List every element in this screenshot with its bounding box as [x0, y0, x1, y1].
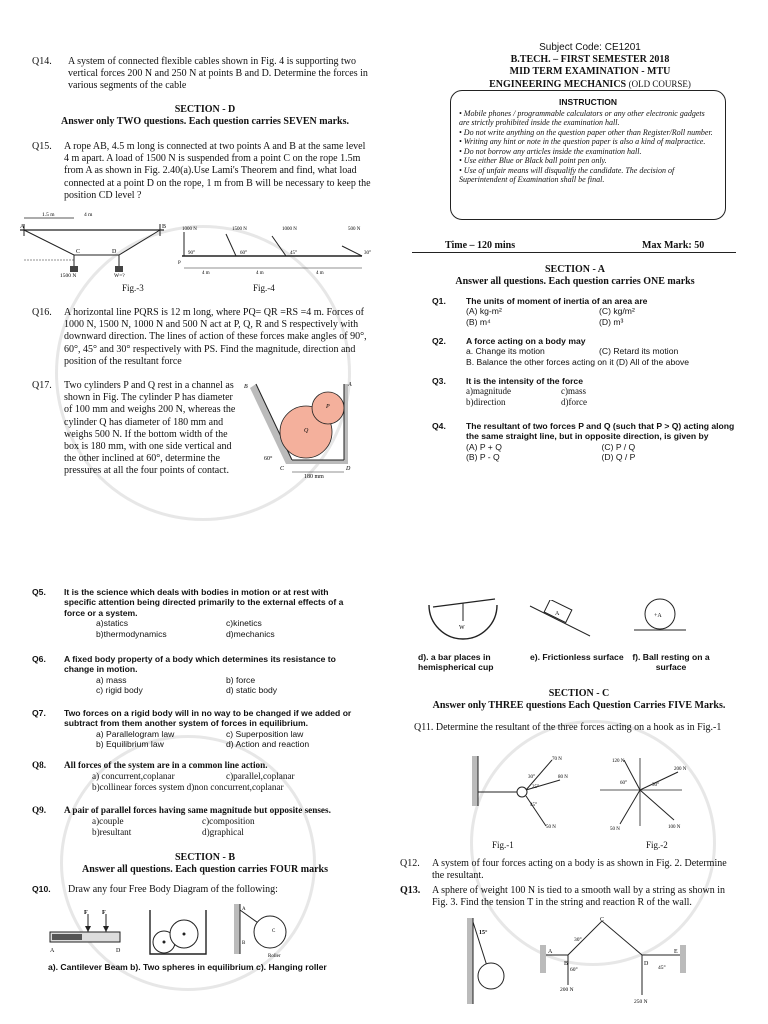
instruction-item: • Do not write anything on the question paper other than Register/Roll number.: [459, 127, 713, 137]
section-a-subtitle: Answer all questions. Each question carries ONE marks: [455, 276, 695, 288]
question-q12: [400, 858, 736, 882]
option: d)mechanics: [226, 628, 275, 639]
figure-cantilever-beam: [48, 908, 128, 958]
question-number: Q3.: [432, 376, 446, 386]
figure-3-rope: [14, 210, 174, 278]
fig1-angle: 45°: [530, 803, 537, 808]
section-d-subtitle: Answer only TWO questions. Each question carries SEVEN marks.: [61, 116, 349, 128]
question-number: Q2.: [432, 336, 446, 346]
divider: [412, 252, 736, 253]
subject-code: Subject Code: CE1201: [539, 42, 641, 53]
figure-2-forces: [590, 754, 690, 834]
figure-sphere-wall: [465, 916, 525, 1006]
fig-label: E: [674, 949, 678, 955]
option: (B) m⁴: [466, 316, 491, 327]
fig2-force: 120 N: [612, 759, 625, 764]
question-q4: [432, 421, 737, 463]
fig-force: 200 N: [560, 987, 574, 993]
option: b)collinear forces system d)non concurrent,coplanar: [92, 782, 284, 793]
section-b-heading: [60, 852, 350, 876]
question-number: Q16.: [32, 307, 52, 318]
figure-two-spheres: [146, 908, 210, 958]
fig-label: D: [346, 466, 351, 472]
question-text: Two forces on a rigid body will in no way to be changed if we added or subtract from them another system of forces in equilibrium.: [64, 708, 352, 729]
option: a) mass: [96, 674, 127, 685]
option: c) rigid body: [96, 685, 143, 696]
option: (D) Q / P: [601, 452, 636, 463]
figure-1-hook: [470, 752, 570, 832]
figure-ball-on-surface: [630, 596, 690, 636]
option: (C) Retard its motion: [599, 346, 679, 357]
question-text: A fixed body property of a body which determines its resistance to change in motion.: [64, 654, 336, 675]
question-q15: [32, 141, 372, 202]
figure-q17-cylinders: [240, 380, 356, 480]
fig2-force: 50 N: [610, 827, 620, 832]
question-q17: [32, 380, 237, 478]
question-text: A horizontal line PQRS is 12 m long, where PQ= QR =RS =4 m. Forces of 1000 N, 1500 N, 1000 N and 500 N act at P, Q, R and S respectively with downward direction. The lines of action of these forces make angles of 90°, 60°, 45° and 30° respectively with PS. Find the magnitude, direction and position of the resultant force: [64, 307, 367, 367]
question-number: Q4.: [432, 421, 446, 431]
fig-label: A: [555, 611, 560, 617]
option: (A) kg-m²: [466, 306, 502, 317]
option: b)resultant: [92, 827, 132, 838]
question-text: A pair of parallel forces having same magnitude but opposite senses.: [64, 805, 331, 815]
exam-header: [450, 42, 730, 91]
option: d) Action and reaction: [226, 739, 310, 750]
fig3-label: D: [112, 249, 117, 255]
question-text: The units of moment of inertia of an area are: [466, 296, 648, 306]
question-q10: [32, 884, 362, 896]
fig2-angle: 60°: [620, 781, 627, 786]
fbd-label-f: f). Ball resting on a surface: [632, 652, 710, 673]
question-text: A sphere of weight 100 N is tied to a smooth wall by a string as shown in Fig. 3. Find the tension T in the string and reaction R of the wall.: [432, 885, 726, 909]
fig2-angle: 30°: [652, 783, 659, 788]
time-allowed: Time – 120 mins: [445, 240, 516, 251]
instruction-item: • Mobile phones / programmable calculators or any other electronic gadgets are strictly prohibited inside the examination hall.: [459, 109, 705, 128]
fig4-angle: 60°: [240, 251, 247, 256]
instruction-item: • Do not borrow any articles inside the examination hall.: [459, 146, 642, 156]
fig4-force: 1500 N: [232, 227, 247, 232]
section-b-title: SECTION - B: [174, 852, 235, 863]
instruction-title: INSTRUCTION: [558, 97, 618, 107]
fig-label: C: [600, 917, 605, 923]
question-text: The resultant of two forces P and Q (such that P > Q) acting along the same straight line, but in opposite direction, is given by: [466, 421, 735, 442]
fig4-point: P: [178, 261, 181, 266]
figure-bar-in-cup: [425, 585, 501, 643]
fig3-dim: 4 m: [84, 212, 93, 218]
question-text: It is the intensity of the force: [466, 376, 583, 386]
fig-label: B: [564, 961, 569, 967]
fig-angle: 60°: [264, 456, 273, 462]
fig4-angle: 30°: [364, 251, 371, 256]
fbd-label: Roller: [268, 954, 281, 959]
question-number: Q14.: [32, 56, 52, 67]
question-q13: [400, 885, 736, 909]
question-number: Q17.: [32, 380, 52, 391]
fig2-caption: Fig.-2: [646, 840, 668, 850]
fig4-force: 1000 N: [282, 227, 297, 232]
paper-title: [450, 79, 730, 91]
option: a) concurrent,coplanar: [92, 771, 175, 782]
section-b-subtitle: Answer all questions. Each question carries FOUR marks: [82, 864, 328, 876]
option: (C) P / Q: [601, 441, 636, 452]
fig3-caption: Fig.-3: [122, 283, 144, 293]
fbd-label: F: [102, 910, 106, 916]
question-number: Q13.: [400, 885, 421, 896]
fig-label: +A: [654, 613, 662, 619]
option: b) force: [226, 674, 256, 685]
question-q8: [32, 760, 362, 794]
fig1-angle: 25°: [532, 785, 539, 790]
fig3-load: 1500 N: [60, 273, 77, 278]
fig-force: 250 N: [634, 999, 648, 1005]
fig1-angle: 30°: [528, 775, 535, 780]
fig-label: A: [348, 382, 352, 388]
fig-dim: 180 mm: [304, 474, 324, 480]
section-a-heading: [430, 264, 720, 288]
fig2-force: 100 N: [668, 825, 681, 830]
fig-label: A: [548, 949, 553, 955]
question-number: Q9.: [32, 805, 47, 815]
fbd-label-e: e). Frictionless surface: [530, 652, 624, 662]
fig4-dim: 4 m: [202, 271, 210, 276]
question-q5: [32, 587, 362, 639]
section-a-title: SECTION - A: [544, 264, 605, 275]
fig3-label: A: [20, 224, 25, 230]
fig-angle: 15°: [479, 930, 488, 936]
fbd-label: C: [272, 929, 276, 934]
fig-angle: 60°: [570, 967, 578, 973]
question-q11: [414, 722, 744, 734]
option: b) Equilibrium law: [96, 739, 164, 750]
paper-name: ENGINEERING MECHANICS: [489, 78, 627, 90]
fig1-force: 70 N: [552, 757, 562, 762]
section-d-heading: [40, 104, 370, 128]
instruction-item: • Writing any hint or note in the question paper is also a kind of malpractice.: [459, 137, 706, 147]
question-text: It is the science which deals with bodies in motion or at rest with specific attention being directed primarily to the external effects of a force or a system.: [64, 587, 344, 618]
question-text: A force acting on a body may: [466, 336, 586, 346]
instruction-box: [450, 90, 726, 220]
option: c)parallel,coplanar: [226, 771, 295, 782]
question-text: A rope AB, 4.5 m long is connected at two points A and B at the same level 4 m apart. A load of 1500 N is suspended from a point C on the rope 1.5m from A as shown in Fig. 2.40(a).Use Lami's Theorem and find, what load connected at a point D on the rope, 1 m from B will be necessary to keep the position CD level ?: [64, 141, 371, 201]
question-q14: [32, 56, 372, 93]
question-number: Q5.: [32, 587, 46, 597]
option: d)force: [561, 397, 587, 408]
option: (B) P - Q: [466, 452, 500, 463]
section-d-title: SECTION - D: [174, 104, 236, 115]
fig4-angle: 90°: [188, 251, 195, 256]
section-c-subtitle: Answer only THREE questions Each Question Carries FIVE Marks.: [432, 700, 726, 712]
question-number: Q10.: [32, 884, 51, 894]
fbd-label: F: [84, 910, 88, 916]
question-q1: [432, 296, 732, 327]
fbd-caption: a). Cantilever Beam b). Two spheres in equilibrium c). Hanging roller: [48, 962, 327, 972]
figure-frictionless-surface: [528, 600, 594, 640]
question-number: Q15.: [32, 141, 52, 152]
exam-line: MID TERM EXAMINATION - MTU: [509, 66, 671, 78]
fig-angle: 45°: [658, 965, 666, 971]
fig4-angle: 45°: [290, 251, 297, 256]
fig-label: C: [280, 466, 285, 472]
option: a)magnitude: [466, 386, 511, 397]
question-number: Q6.: [32, 654, 46, 664]
fbd-label-d: d). a bar places in hemispherical cup: [418, 652, 494, 673]
fbd-label: D: [116, 948, 121, 954]
question-q7: [32, 708, 362, 750]
fig4-force: 1000 N: [182, 227, 197, 232]
question-text: Two cylinders P and Q rest in a channel as shown in Fig. The cylinder P has diameter of 100 mm and weighs 200 N, whereas the cylinder Q has diameter of 180 mm and weighs 500 N. If the bottom width of the box is 180 mm, with one side vertical and the other inclined at 60°, determine the pressures at all the four points of contact.: [64, 380, 236, 477]
option: (A) P + Q: [466, 441, 502, 452]
fig-label: W: [459, 625, 465, 631]
fig4-dim: 4 m: [316, 271, 324, 276]
instruction-item: • Use of unfair means will disqualify the candidate. The decision of Superintendent of Examination shall be final.: [459, 165, 675, 185]
question-number: Q7.: [32, 708, 46, 718]
figure-4-forces: [176, 224, 372, 276]
fig3-label: B: [162, 224, 167, 230]
section-c-title: SECTION - C: [548, 688, 610, 699]
option: B. Balance the other forces acting on it (D) All of the above: [466, 356, 690, 367]
question-text: Draw any four Free Body Diagram of the following:: [68, 884, 278, 895]
question-q16: [32, 307, 372, 368]
question-number: Q8.: [32, 760, 47, 770]
fig-label: Q: [304, 428, 309, 434]
question-text: All forces of the system are in a common line action.: [64, 760, 268, 770]
figure-hanging-roller: [232, 900, 292, 960]
fig3-label: C: [76, 249, 81, 255]
fbd-label: A: [242, 907, 246, 912]
question-text: A system of four forces acting on a body is as shown in Fig. 2. Determine the resultant.: [432, 858, 727, 882]
option: (D) m³: [599, 316, 624, 327]
option: a)couple: [92, 816, 124, 827]
option: b)direction: [466, 397, 506, 408]
question-q9: [32, 805, 362, 839]
fig-label: P: [326, 404, 330, 410]
section-c-heading: [418, 688, 740, 712]
option: d)graphical: [202, 827, 244, 838]
fig2-force: 200 N: [674, 767, 687, 772]
question-text: Determine the resultant of the three forces acting on a hook as in Fig.-1: [435, 722, 722, 733]
instruction-item: • Use either Blue or Black ball point pen only.: [459, 156, 607, 166]
fig4-caption: Fig.-4: [253, 283, 275, 293]
fig4-force: 500 N: [348, 227, 361, 232]
fig1-force: 50 N: [546, 825, 556, 830]
option: a) Parallelogram law: [96, 728, 175, 739]
option: c)kinetics: [226, 618, 262, 629]
fig-angle: 30°: [574, 937, 582, 943]
question-text: A system of connected flexible cables shown in Fig. 4 is supporting two vertical forces 200 N and 250 N at points B and D. Determine the forces in various segments of the cable: [68, 56, 368, 92]
fig-label: B: [244, 384, 248, 390]
fig4-dim: 4 m: [256, 271, 264, 276]
question-number: Q12.: [400, 858, 420, 869]
fbd-label: B: [242, 941, 246, 946]
option: a. Change its motion: [466, 346, 545, 357]
option: c) Superposition law: [226, 728, 304, 739]
max-mark: Max Mark: 50: [642, 240, 705, 251]
question-q3: [432, 376, 732, 408]
paper-course: (OLD COURSE): [628, 78, 691, 89]
question-q2: [432, 336, 732, 367]
fig3-dim: 1.5 m: [42, 212, 55, 218]
course-line: B.TECH. – FIRST SEMESTER 2018: [510, 54, 670, 66]
fig1-caption: Fig.-1: [492, 840, 514, 850]
figure-cable-system: [538, 915, 688, 1007]
fig3-load: W=?: [114, 273, 125, 278]
option: d) static body: [226, 685, 278, 696]
fig1-force: 80 N: [558, 775, 568, 780]
option: c)mass: [561, 386, 586, 397]
option: c)composition: [202, 816, 255, 827]
option: (C) kg/m²: [599, 306, 635, 317]
question-number: Q11.: [414, 722, 434, 733]
question-number: Q1.: [432, 296, 446, 306]
option: b)thermodynamics: [96, 628, 167, 639]
fbd-label: A: [50, 948, 55, 954]
fig-label: D: [644, 961, 649, 967]
question-q6: [32, 654, 362, 696]
option: a)statics: [96, 618, 128, 629]
